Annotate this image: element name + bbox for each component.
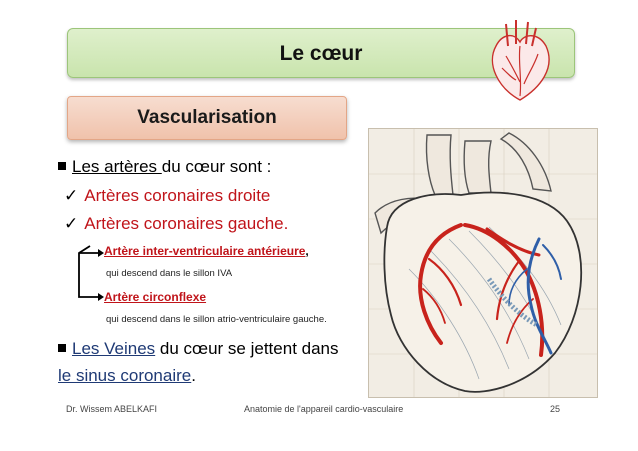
section-title: Vascularisation — [137, 107, 277, 128]
heart-illustration — [368, 128, 598, 398]
veines-label: Les Veines — [72, 339, 156, 358]
sinus-label: le sinus coronaire — [58, 366, 192, 385]
sub1-suffix: , — [305, 244, 309, 258]
veines-rest: du cœur se jettent dans — [155, 339, 339, 358]
item-gauche-text: Artères coronaires gauche. — [84, 214, 289, 233]
sinus-line — [58, 366, 196, 386]
checkmark-icon: ✓ — [64, 186, 79, 205]
section-header — [67, 96, 347, 140]
sub2-description: qui descend dans le sillon atrio-ventriculaire gauche. — [106, 314, 327, 325]
sub-item-iva — [104, 244, 309, 258]
slide-title: Le cœur — [279, 42, 363, 65]
footer-course: Anatomie de l'appareil cardio-vasculaire — [244, 404, 404, 414]
item-coronaire-droite — [64, 186, 270, 206]
checkmark-icon: ✓ — [64, 214, 79, 233]
footer-page-number: 25 — [550, 404, 561, 414]
item-droite-text: Artères coronaires droite — [84, 186, 271, 205]
arteres-rest: du cœur sont : — [161, 157, 272, 176]
sub1-label: Artère inter-ventriculaire antérieure — [104, 244, 306, 258]
heart-decoration-icon — [476, 16, 564, 104]
sub1-description: qui descend dans le sillon IVA — [106, 268, 233, 279]
veines-line — [58, 339, 339, 359]
sub-item-circonflexe — [104, 290, 206, 304]
item-coronaire-gauche — [64, 214, 288, 234]
footer-author: Dr. Wissem ABELKAFI — [66, 404, 158, 414]
square-bullet-icon — [58, 344, 66, 352]
sinus-end: . — [191, 366, 196, 385]
arteres-line — [58, 157, 271, 177]
arteres-label: Les artères — [72, 157, 162, 176]
sub2-label: Artère circonflexe — [104, 290, 207, 304]
square-bullet-icon — [58, 162, 66, 170]
